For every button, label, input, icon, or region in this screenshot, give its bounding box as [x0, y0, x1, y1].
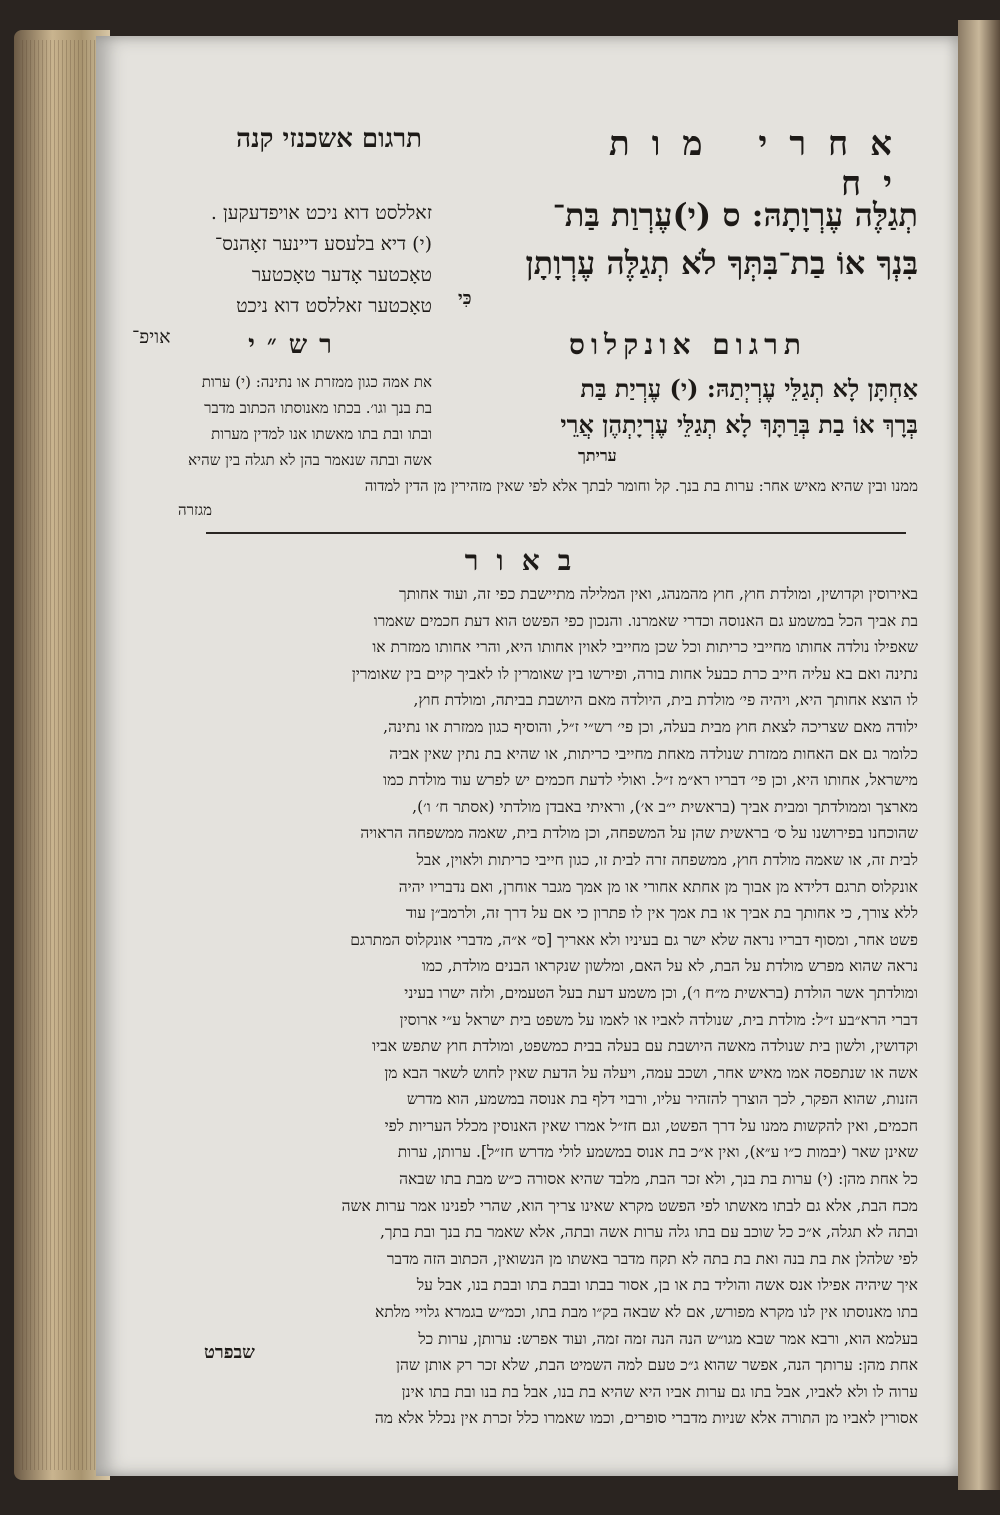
- biur-line: אשה או שנתפסה אמו מאיש אחר, ושכב עמה, ויעלה על הדעת שאין לחוש לשאר הבא מן: [384, 1063, 918, 1082]
- book-page: [96, 36, 958, 1476]
- rashi-commentary-continued: [128, 474, 918, 522]
- biur-line: אונקלוס תרגם דלידא מן אבוך מן אחתא אחורי או מן אמך מגבר אוחרן, ואם נדבריו יהיה: [398, 877, 918, 896]
- onkelos-title: תרגום אונקלוס: [569, 328, 807, 361]
- biur-line: באירוסין וקדושין, ומולדת חוץ, חוץ מהמנהג, ואין המלילה מתיישבת כפי זה, ועוד אחותך: [398, 585, 918, 603]
- biur-line: לבית זה, או שאמה מולדת חוץ, ממשפחה זרה לבית זו, כגון חייבי כריתות ולאוין, אבל: [416, 850, 918, 869]
- biur-line: בתו מאנוסתו אין לנו מקרא מפורש, אם לא שבאה בק״ו מבת בתו, וכמ״ש בגמרא גלויי מלתא: [375, 1303, 918, 1322]
- rashi-tail-line: מגזרה: [178, 501, 213, 519]
- biur-line: איך שיהיה אפילו אנס אשה והוליד בת או בן, אסור בבתו ובבת בתו ובבת בנו, אבל על: [416, 1276, 918, 1295]
- verse-catchword: כִּי: [458, 288, 472, 309]
- yiddish-line: טאָכטער זאללסט דוא ניכט: [236, 295, 432, 317]
- biur-line: כל אחת מהן: (י) ערות בת בנך, ולא זכר הבת, מלבד שהיא אסורה כ״ש מבת בתו שבאה: [399, 1170, 918, 1189]
- verse-line: תְגַלֶּה עֶרְוָתָהּ: ס (י)עֶרְוַת בַּת־: [552, 196, 918, 234]
- onkelos-line: אַחְתָּן לָא תְגַלֵּי עֶרְיְתַהּ: (י) עֶרְיַת בַּת: [580, 374, 918, 403]
- book-page-edges: [22, 40, 102, 1470]
- biur-line: ובתה לא תגלה, א״כ כל שוכב עם בתו גלה ערות אשה ובתה, אלא שאמר בת בנך ובת בתך,: [379, 1223, 918, 1242]
- rashi-tail-line: ממנו ובין שהיא מאיש אחר: ערות בת בנך. קל וחומר לבתך אלא לפי שאין מזהירין מן הדין למדוה: [364, 477, 918, 495]
- biur-line: שאינן שאר (יבמות כ״ו ע״א), ואין א״כ בת אנוס במשמע לולי מדרש חז״ל]. ערותן, ערות: [397, 1143, 918, 1162]
- biur-line: נתינה ואם בא עליה חייב כרת כבעל אחות בורה, ופירשו בין שאומרין לו לאביך קיים בין שאומרין: [351, 664, 918, 683]
- biur-line: לו הוצא אחותך היא, ויהיה פי׳ מולדת בית, היולדה מאם היושבת בביתה, ומולדת חוץ,: [413, 691, 918, 710]
- rashi-title: רש״י: [248, 330, 344, 360]
- rashi-commentary: [132, 369, 432, 473]
- biur-line: חכמים, ואין להקשות ממנו על דרך הפשט, וגם חז״ל אמרו שאין האנוסין מכלל העריות לפי: [384, 1116, 918, 1135]
- biur-title: באור: [464, 544, 590, 577]
- biur-line: בעלמא הוא, ורבא אמר שבא מגו״ש הנה הנה זמה זמה, ועוד אפרש: ערותן, ערות כל: [418, 1329, 918, 1348]
- biur-line: אסורין לאביו מן התורה אלא שניות מדברי סופרים, וכמו שאמרו כלל זכרת אין נכלל אלא מה: [374, 1409, 918, 1428]
- rashi-line: ובתו ובת בתו מאשתו אנו למדין מערות: [211, 425, 432, 443]
- yiddish-line: זאללסט דוא ניכט אויפדעקען .: [210, 202, 432, 224]
- section-divider: [206, 532, 906, 534]
- yiddish-line: אויפ־: [132, 326, 171, 348]
- biur-line: ערוה לו ולא לאביו, אבל בתו גם ערות אביו היא שהיא בת בנו, אבל בת בנו ובת בתו אינן: [401, 1382, 918, 1401]
- biur-line: אחת מהן: ערותך הנה, אפשר שהוא ג״כ טעם למה השמיט הבת, שלא זכר רק אותן שהן: [396, 1356, 918, 1375]
- verse-line: בִּנְךָ אוֹ בַת־בִּתְּךָ לֹא תְגַלֶּה עֶרְוָתָן: [525, 244, 918, 282]
- rashi-line: את אמה כגון ממזרת או נתינה: (י) ערות: [201, 373, 432, 391]
- biur-line: ילודה מאם שצריכה לצאת חוץ מבית בעלה, וכן פי׳ רש״י ז״ל, והוסיף כגון ממזרת או נתינה,: [383, 717, 918, 736]
- rashi-line: אשה ובתה שנאמר בהן לא תגלה בין שהיא: [188, 451, 432, 469]
- biur-line: בת אביך הכל במשמע גם האנוסה וכדרי שאמרנו. והנכון כפי הפשט הוא דעת חכמים שאמרו: [373, 611, 918, 630]
- torah-verse: [458, 191, 918, 311]
- biur-line: הזנות, שהוא הפקר, לכך הוצרך להזהיר עליו, ורבוי דלף בת אנוסה במשמע, הוא מדרש: [406, 1090, 918, 1109]
- biur-line: שאפילו נולדה אחותו מחייבי כריתות וכל שכן מחייבי לאוין אחותו היא, והרי אחותו ממזרת או: [372, 638, 918, 657]
- biur-line: פשט אחר, ומסוף דבריו נראה שלא ישר גם בעיניו ולא אאריך [ס״ א״ה, מדברי אונקלוס המתרגם: [350, 930, 918, 949]
- biur-line: לפי שלהלן את בת בנה ואת בת בתה לא תקח מדבר באשתו מן הנשואין, הכתוב הזה מדבר: [386, 1249, 918, 1268]
- onkelos-line: בְּרָךְ אוֹ בַת בְּרַתָּךְ לָא תְגַלֵּי עֶרְיָתְהֶן אֲרֵי: [560, 410, 918, 439]
- biur-line: מכח הבת, אלא גם לבתו מאשתו לפי הפשט מקרא שאינו צריך הוא, שהרי לפנינו אמר ערות אשה: [341, 1196, 918, 1215]
- biur-line: ללא צורך, כי אחותך בת אביך או בת אמך אין לו פתרון כי אם על דרך זה, ולרמב״ן עוד: [405, 904, 918, 923]
- biur-line: ומולדתך אשר הולדת (בראשית מ״ח ו׳), וכן משמע דעת בעל הטעמים, ולזה ישרו בעיני: [404, 983, 918, 1002]
- biur-commentary: [128, 581, 918, 1432]
- page-catchword: שבפרט: [204, 1342, 255, 1363]
- biur-line: דברי הרא״בע ז״ל: מולדת בית, שנולדה לאביו או לאמו על משפט בית ישראל ע״י ארוסין: [399, 1010, 918, 1029]
- biur-line: שהוכחנו בפירושנו על ס׳ בראשית שהן על המשפחה, וכן מולדת בית, שאמה ממשפחה הראויה: [360, 824, 918, 843]
- book-spine-edge: [958, 20, 1000, 1490]
- biur-line: נראה שהוא מפרש מולדת על הבת, לא על האם, ומלשון שנקראו הבנים מולדת, כמו: [421, 957, 918, 976]
- biur-line: כלומר גם אם האחות ממזרת שנולדה מאחת מחייבי כריתות, או שהיא בת נתין שאין אביה: [389, 744, 918, 763]
- biur-line: מארצך וממולדתך ומבית אביך (בראשית י״ב א׳), וראיתי באבדן מולדתי (אסתר ח׳ ו׳),: [412, 797, 918, 816]
- yiddish-line: (י) דיא בלעסע דיינער זאָהנס־: [214, 233, 432, 255]
- yiddish-heading: תרגום אשכנזי קנה: [236, 124, 422, 154]
- rashi-line: בת בנך וגו׳. בכתו מאנוסתו הכתוב מדבר: [204, 399, 432, 417]
- yiddish-line: טאָכטער אָדער טאָכטער: [251, 264, 432, 286]
- running-title: אחרי מות יח: [609, 124, 914, 204]
- biur-line: וקדושין, ולשון בית שנולדה מאשה היושבת עם בעלה בבית כמשפט, ומולדת חוץ שתפש אביו: [372, 1037, 918, 1056]
- onkelos-text: [458, 371, 918, 469]
- onkelos-catchword: עריתך: [578, 446, 617, 465]
- biur-line: מישראל, אחותו היא, וכן פי׳ דבריו רא״מ ז״ל. ואולי לדעת חכמים יש לפרש עוד מולדת כמו: [383, 771, 918, 790]
